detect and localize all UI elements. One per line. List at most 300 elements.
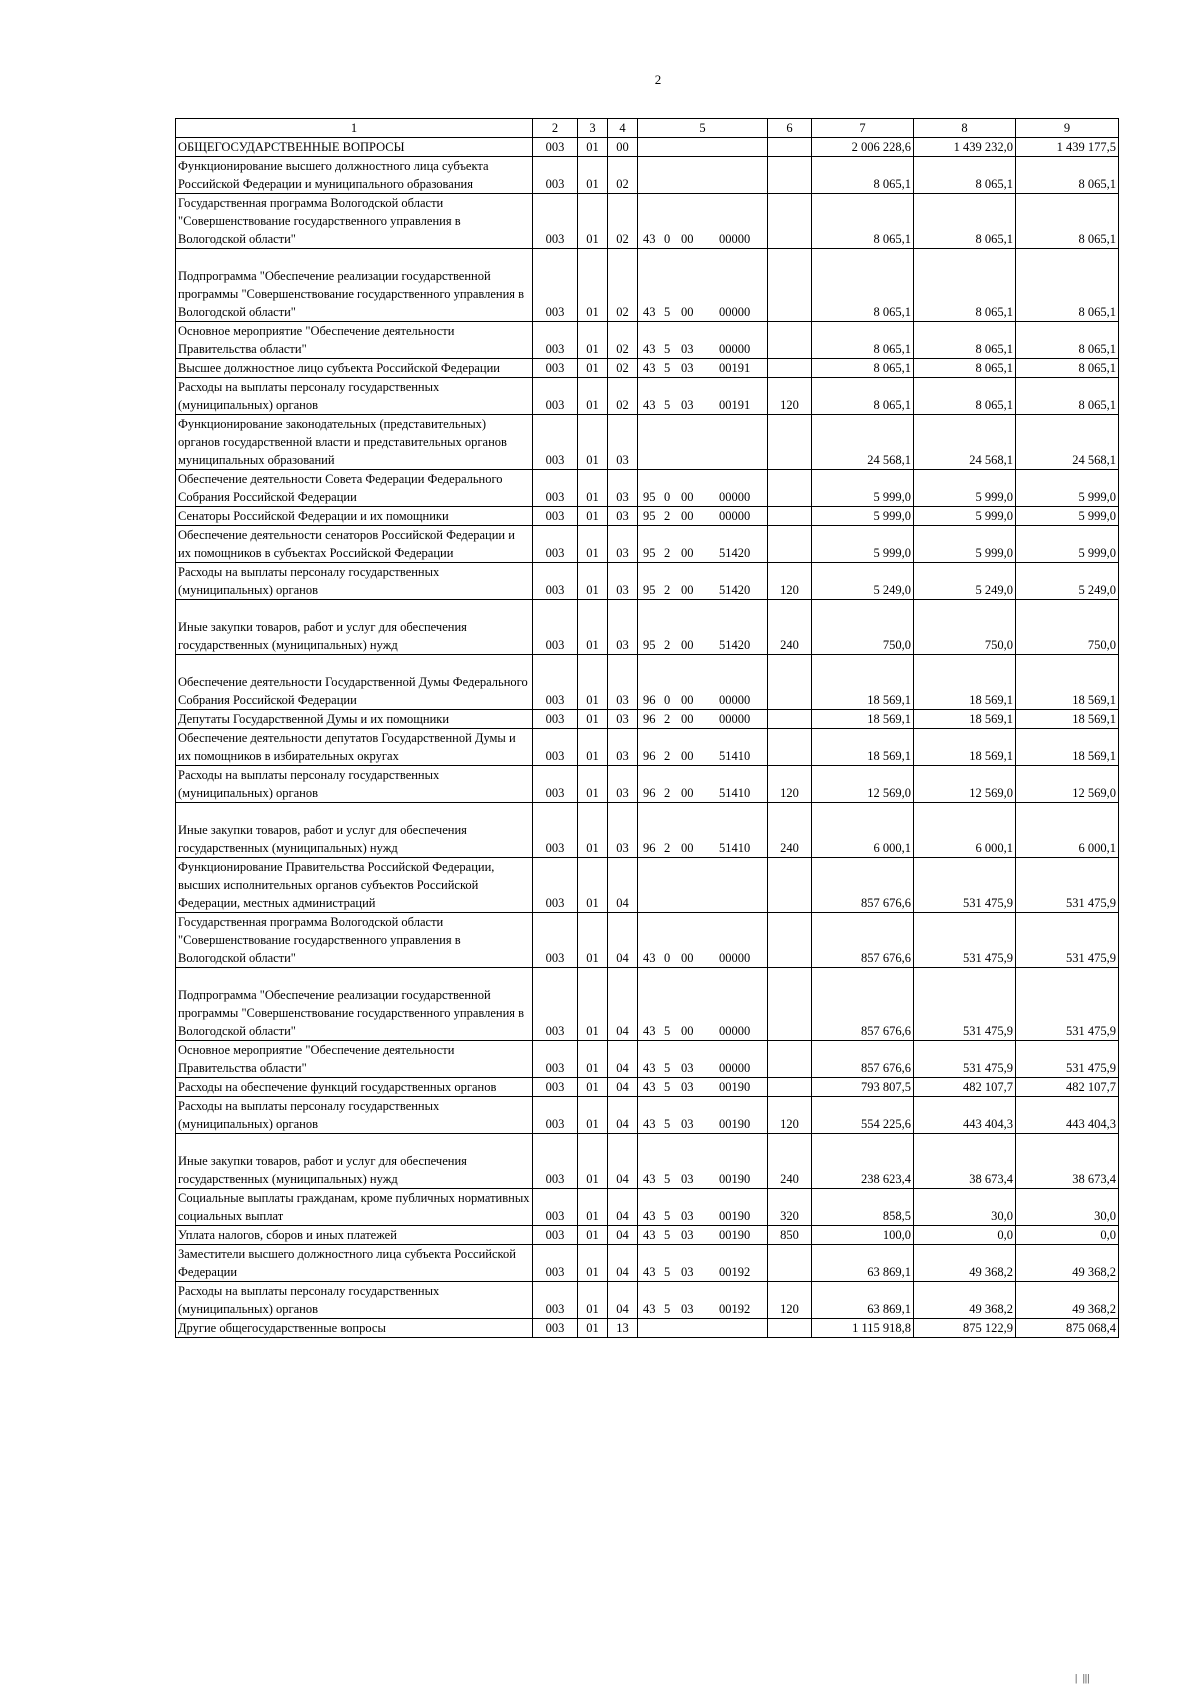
table-row [176,563,1119,600]
csr-code-part: 03 [681,1061,694,1075]
csr-code-cell [638,138,768,157]
ved-code-cell: 003 [533,563,578,600]
amount-cell-col7: 857 676,6 [812,858,914,913]
pr-code-cell: 04 [608,1134,638,1189]
amount-cell-col8: 5 249,0 [914,563,1016,600]
amount-cell-col7: 8 065,1 [812,157,914,194]
table-row [176,526,1119,563]
csr-code-part: 00 [681,490,694,504]
amount-cell-col8: 8 065,1 [914,157,1016,194]
amount-cell-col8: 18 569,1 [914,729,1016,766]
csr-code-cell [638,710,768,729]
vr-code-cell [768,1319,812,1338]
table-row [176,968,1119,1041]
rz-code-cell: 01 [578,1245,608,1282]
pr-code-cell: 02 [608,378,638,415]
pr-code-cell: 04 [608,1282,638,1319]
csr-code-part: 0 [664,951,671,965]
csr-code-part: 00000 [719,305,751,319]
csr-code-cell [638,1282,768,1319]
csr-code-part: 00 [681,583,694,597]
csr-code-part: 03 [681,398,694,412]
csr-code-part: 2 [664,786,671,800]
amount-cell-col7: 8 065,1 [812,378,914,415]
csr-code-part: 00000 [719,712,751,726]
table-row [176,138,1119,157]
csr-code-part: 00191 [719,361,751,375]
pr-code-cell: 03 [608,507,638,526]
csr-code-part: 00 [681,712,694,726]
csr-code-part: 5 [664,342,671,356]
rz-code-cell: 01 [578,378,608,415]
csr-code-part: 00192 [719,1302,751,1316]
table-body [176,119,1119,1338]
rz-code-cell: 01 [578,470,608,507]
table-row [176,913,1119,968]
amount-cell-col7: 5 999,0 [812,470,914,507]
csr-code-part: 96 [643,712,656,726]
csr-code-part: 43 [643,1228,656,1242]
amount-cell-col9: 24 568,1 [1016,415,1119,470]
csr-code-part: 5 [664,1172,671,1186]
csr-code-part: 0 [664,232,671,246]
ved-code-cell: 003 [533,1245,578,1282]
vr-code-cell: 120 [768,1097,812,1134]
csr-code-cell [638,470,768,507]
amount-cell-col7: 1 115 918,8 [812,1319,914,1338]
ved-code-cell: 003 [533,655,578,710]
rz-code-cell: 01 [578,507,608,526]
header-cell: 4 [608,119,638,138]
pr-code-cell: 03 [608,526,638,563]
csr-code-part: 03 [681,361,694,375]
pr-code-cell: 03 [608,729,638,766]
csr-code-part: 0 [664,490,671,504]
ved-code-cell: 003 [533,766,578,803]
table-row [176,470,1119,507]
vr-code-cell: 120 [768,766,812,803]
row-name-cell: Основное мероприятие "Обеспечение деятельности Правительства области" [176,1041,533,1078]
csr-code-part: 00 [681,951,694,965]
csr-code-part: 43 [643,1117,656,1131]
header-cell: 1 [176,119,533,138]
pr-code-cell: 04 [608,1041,638,1078]
amount-cell-col8: 875 122,9 [914,1319,1016,1338]
amount-cell-col7: 858,5 [812,1189,914,1226]
table-row [176,858,1119,913]
table-row [176,157,1119,194]
pr-code-cell: 02 [608,157,638,194]
ved-code-cell: 003 [533,249,578,322]
amount-cell-col8: 750,0 [914,600,1016,655]
amount-cell-col9: 531 475,9 [1016,913,1119,968]
csr-code-part: 43 [643,305,656,319]
vr-code-cell [768,470,812,507]
csr-code-part: 95 [643,583,656,597]
rz-code-cell: 01 [578,600,608,655]
ved-code-cell: 003 [533,470,578,507]
csr-code-cell [638,858,768,913]
amount-cell-col9: 8 065,1 [1016,359,1119,378]
csr-code-part: 95 [643,490,656,504]
pr-code-cell: 04 [608,1189,638,1226]
row-name-cell: Расходы на выплаты персоналу государственных (муниципальных) органов [176,1282,533,1319]
amount-cell-col8: 5 999,0 [914,526,1016,563]
vr-code-cell [768,322,812,359]
csr-code-part: 2 [664,749,671,763]
ved-code-cell: 003 [533,710,578,729]
ved-code-cell: 003 [533,378,578,415]
ved-code-cell: 003 [533,729,578,766]
row-name-cell: Подпрограмма "Обеспечение реализации государственной программы "Совершенствование государственного управления в Вологодской области" [176,968,533,1041]
amount-cell-col7: 857 676,6 [812,1041,914,1078]
row-name-cell: Расходы на выплаты персоналу государственных (муниципальных) органов [176,378,533,415]
ved-code-cell: 003 [533,138,578,157]
csr-code-part: 96 [643,693,656,707]
ved-code-cell: 003 [533,600,578,655]
amount-cell-col7: 18 569,1 [812,729,914,766]
pr-code-cell: 04 [608,1097,638,1134]
amount-cell-col9: 8 065,1 [1016,194,1119,249]
row-name-cell: Государственная программа Вологодской области "Совершенствование государственного управления в Вологодской области" [176,913,533,968]
pr-code-cell: 04 [608,1226,638,1245]
amount-cell-col7: 8 065,1 [812,322,914,359]
vr-code-cell [768,968,812,1041]
csr-code-part: 03 [681,1172,694,1186]
header-cell: 5 [638,119,768,138]
vr-code-cell [768,1078,812,1097]
amount-cell-col9: 18 569,1 [1016,710,1119,729]
csr-code-part: 95 [643,509,656,523]
csr-code-part: 5 [664,361,671,375]
row-name-cell: Обеспечение деятельности Государственной Думы Федерального Собрания Российской Федерации [176,655,533,710]
table-row [176,359,1119,378]
rz-code-cell: 01 [578,913,608,968]
amount-cell-col8: 38 673,4 [914,1134,1016,1189]
amount-cell-col7: 750,0 [812,600,914,655]
csr-code-part: 00000 [719,490,751,504]
csr-code-part: 03 [681,1209,694,1223]
rz-code-cell: 01 [578,766,608,803]
csr-code-part: 03 [681,1228,694,1242]
pr-code-cell: 03 [608,563,638,600]
csr-code-cell [638,1078,768,1097]
table-row [176,1134,1119,1189]
pr-code-cell: 03 [608,600,638,655]
ved-code-cell: 003 [533,913,578,968]
vr-code-cell [768,138,812,157]
csr-code-part: 0 [664,693,671,707]
csr-code-part: 5 [664,1302,671,1316]
amount-cell-col8: 8 065,1 [914,359,1016,378]
csr-code-cell [638,563,768,600]
amount-cell-col7: 8 065,1 [812,194,914,249]
amount-cell-col8: 531 475,9 [914,968,1016,1041]
csr-code-part: 43 [643,1080,656,1094]
csr-code-cell [638,415,768,470]
rz-code-cell: 01 [578,1078,608,1097]
table-row [176,766,1119,803]
csr-code-cell [638,507,768,526]
rz-code-cell: 01 [578,359,608,378]
amount-cell-col9: 750,0 [1016,600,1119,655]
csr-code-part: 00000 [719,1061,751,1075]
csr-code-part: 03 [681,1265,694,1279]
page-number: 2 [654,72,662,87]
pr-code-cell: 03 [608,710,638,729]
row-name-cell: Расходы на выплаты персоналу государственных (муниципальных) органов [176,766,533,803]
csr-code-part: 00 [681,232,694,246]
csr-code-part: 5 [664,1228,671,1242]
row-name-cell: Расходы на выплаты персоналу государственных (муниципальных) органов [176,1097,533,1134]
csr-code-part: 00190 [719,1117,751,1131]
vr-code-cell [768,710,812,729]
rz-code-cell: 01 [578,194,608,249]
vr-code-cell [768,729,812,766]
amount-cell-col9: 18 569,1 [1016,655,1119,710]
amount-cell-col7: 857 676,6 [812,913,914,968]
amount-cell-col8: 49 368,2 [914,1282,1016,1319]
row-name-cell: Расходы на обеспечение функций государственных органов [176,1078,533,1097]
pr-code-cell: 13 [608,1319,638,1338]
table-row [176,507,1119,526]
csr-code-part: 00000 [719,509,751,523]
rz-code-cell: 01 [578,1226,608,1245]
ved-code-cell: 003 [533,359,578,378]
csr-code-part: 00190 [719,1080,751,1094]
csr-code-part: 95 [643,546,656,560]
csr-code-part: 43 [643,361,656,375]
amount-cell-col9: 875 068,4 [1016,1319,1119,1338]
csr-code-part: 00190 [719,1172,751,1186]
row-name-cell: Иные закупки товаров, работ и услуг для обеспечения государственных (муниципальных) нужд [176,600,533,655]
csr-code-cell [638,766,768,803]
rz-code-cell: 01 [578,322,608,359]
pr-code-cell: 04 [608,858,638,913]
csr-code-part: 00000 [719,1024,751,1038]
amount-cell-col9: 5 999,0 [1016,507,1119,526]
amount-cell-col7: 18 569,1 [812,710,914,729]
amount-cell-col9: 8 065,1 [1016,322,1119,359]
table-row [176,1245,1119,1282]
csr-code-part: 43 [643,398,656,412]
row-name-cell: Обеспечение деятельности депутатов Государственной Думы и их помощников в избирательных округах [176,729,533,766]
csr-code-cell [638,1134,768,1189]
csr-code-part: 96 [643,749,656,763]
amount-cell-col9: 38 673,4 [1016,1134,1119,1189]
csr-code-cell [638,1245,768,1282]
pr-code-cell: 02 [608,194,638,249]
csr-code-part: 43 [643,232,656,246]
amount-cell-col9: 8 065,1 [1016,249,1119,322]
row-name-cell: ОБЩЕГОСУДАРСТВЕННЫЕ ВОПРОСЫ [176,138,533,157]
header-cell: 3 [578,119,608,138]
amount-cell-col9: 30,0 [1016,1189,1119,1226]
row-name-cell: Функционирование высшего должностного лица субъекта Российской Федерации и муниципального образования [176,157,533,194]
amount-cell-col7: 8 065,1 [812,249,914,322]
csr-code-cell [638,378,768,415]
amount-cell-col8: 531 475,9 [914,913,1016,968]
amount-cell-col9: 8 065,1 [1016,157,1119,194]
amount-cell-col7: 18 569,1 [812,655,914,710]
csr-code-cell [638,803,768,858]
amount-cell-col8: 482 107,7 [914,1078,1016,1097]
rz-code-cell: 01 [578,710,608,729]
amount-cell-col9: 0,0 [1016,1226,1119,1245]
pr-code-cell: 04 [608,968,638,1041]
amount-cell-col8: 531 475,9 [914,858,1016,913]
amount-cell-col9: 531 475,9 [1016,1041,1119,1078]
ved-code-cell: 003 [533,194,578,249]
csr-code-cell [638,1226,768,1245]
amount-cell-col8: 49 368,2 [914,1245,1016,1282]
csr-code-part: 00000 [719,342,751,356]
table-row [176,600,1119,655]
vr-code-cell [768,1041,812,1078]
vr-code-cell [768,359,812,378]
rz-code-cell: 01 [578,1282,608,1319]
csr-code-part: 00 [681,305,694,319]
csr-code-part: 5 [664,1209,671,1223]
csr-code-part: 5 [664,1265,671,1279]
row-name-cell: Уплата налогов, сборов и иных платежей [176,1226,533,1245]
ved-code-cell: 003 [533,415,578,470]
pr-code-cell: 03 [608,470,638,507]
csr-code-part: 2 [664,583,671,597]
amount-cell-col8: 30,0 [914,1189,1016,1226]
ved-code-cell: 003 [533,157,578,194]
csr-code-part: 5 [664,305,671,319]
amount-cell-col8: 8 065,1 [914,378,1016,415]
table-row [176,729,1119,766]
amount-cell-col7: 238 623,4 [812,1134,914,1189]
ved-code-cell: 003 [533,803,578,858]
ved-code-cell: 003 [533,1134,578,1189]
row-name-cell: Иные закупки товаров, работ и услуг для обеспечения государственных (муниципальных) нужд [176,1134,533,1189]
amount-cell-col9: 49 368,2 [1016,1245,1119,1282]
pr-code-cell: 04 [608,1245,638,1282]
row-name-cell: Сенаторы Российской Федерации и их помощники [176,507,533,526]
amount-cell-col7: 100,0 [812,1226,914,1245]
row-name-cell: Обеспечение деятельности Совета Федерации Федерального Собрания Российской Федерации [176,470,533,507]
rz-code-cell: 01 [578,1319,608,1338]
rz-code-cell: 01 [578,138,608,157]
amount-cell-col9: 8 065,1 [1016,378,1119,415]
rz-code-cell: 01 [578,1189,608,1226]
csr-code-part: 00191 [719,398,751,412]
csr-code-cell [638,968,768,1041]
csr-code-part: 00 [681,693,694,707]
amount-cell-col9: 5 999,0 [1016,526,1119,563]
amount-cell-col7: 24 568,1 [812,415,914,470]
budget-table [175,118,1119,1338]
ved-code-cell: 003 [533,858,578,913]
vr-code-cell [768,858,812,913]
csr-code-part: 5 [664,1061,671,1075]
rz-code-cell: 01 [578,1097,608,1134]
table-row [176,249,1119,322]
ved-code-cell: 003 [533,1226,578,1245]
amount-cell-col8: 5 999,0 [914,507,1016,526]
header-cell: 7 [812,119,914,138]
csr-code-part: 00000 [719,951,751,965]
csr-code-part: 95 [643,638,656,652]
pr-code-cell: 03 [608,415,638,470]
rz-code-cell: 01 [578,1134,608,1189]
csr-code-part: 2 [664,546,671,560]
csr-code-part: 51420 [719,583,751,597]
csr-code-cell [638,249,768,322]
pr-code-cell: 04 [608,913,638,968]
csr-code-cell [638,1097,768,1134]
rz-code-cell: 01 [578,563,608,600]
pr-code-cell: 00 [608,138,638,157]
row-name-cell: Другие общегосударственные вопросы [176,1319,533,1338]
row-name-cell: Иные закупки товаров, работ и услуг для обеспечения государственных (муниципальных) нужд [176,803,533,858]
amount-cell-col8: 1 439 232,0 [914,138,1016,157]
csr-code-part: 00 [681,749,694,763]
header-cell: 2 [533,119,578,138]
amount-cell-col8: 8 065,1 [914,194,1016,249]
row-name-cell: Высшее должностное лицо субъекта Российской Федерации [176,359,533,378]
vr-code-cell: 240 [768,803,812,858]
amount-cell-col7: 8 065,1 [812,359,914,378]
ved-code-cell: 003 [533,1189,578,1226]
rz-code-cell: 01 [578,526,608,563]
vr-code-cell [768,194,812,249]
amount-cell-col7: 2 006 228,6 [812,138,914,157]
csr-code-part: 43 [643,1172,656,1186]
csr-code-part: 00 [681,509,694,523]
vr-code-cell: 240 [768,600,812,655]
amount-cell-col7: 857 676,6 [812,968,914,1041]
amount-cell-col9: 5 999,0 [1016,470,1119,507]
vr-code-cell [768,526,812,563]
csr-code-part: 96 [643,841,656,855]
csr-code-cell [638,1319,768,1338]
row-name-cell: Депутаты Государственной Думы и их помощники [176,710,533,729]
amount-cell-col8: 531 475,9 [914,1041,1016,1078]
csr-code-cell [638,913,768,968]
csr-code-part: 51410 [719,749,751,763]
csr-code-part: 51420 [719,546,751,560]
header-row [176,119,1119,138]
csr-code-cell [638,655,768,710]
csr-code-part: 43 [643,1061,656,1075]
csr-code-part: 00000 [719,232,751,246]
csr-code-cell [638,194,768,249]
csr-code-part: 51410 [719,841,751,855]
csr-code-part: 00 [681,786,694,800]
row-name-cell: Расходы на выплаты персоналу государственных (муниципальных) органов [176,563,533,600]
csr-code-part: 2 [664,638,671,652]
amount-cell-col8: 5 999,0 [914,470,1016,507]
vr-code-cell: 120 [768,563,812,600]
amount-cell-col9: 5 249,0 [1016,563,1119,600]
vr-code-cell: 320 [768,1189,812,1226]
vr-code-cell: 120 [768,378,812,415]
csr-code-part: 03 [681,1302,694,1316]
row-name-cell: Подпрограмма "Обеспечение реализации государственной программы "Совершенствование государственного управления в Вологодской области" [176,249,533,322]
rz-code-cell: 01 [578,249,608,322]
row-name-cell: Государственная программа Вологодской области "Совершенствование государственного управления в Вологодской области" [176,194,533,249]
amount-cell-col7: 12 569,0 [812,766,914,803]
row-name-cell: Функционирование законодательных (представительных) органов государственной власти и представительных органов муниципальных образований [176,415,533,470]
pr-code-cell: 03 [608,803,638,858]
csr-code-part: 03 [681,1080,694,1094]
vr-code-cell [768,655,812,710]
amount-cell-col9: 1 439 177,5 [1016,138,1119,157]
